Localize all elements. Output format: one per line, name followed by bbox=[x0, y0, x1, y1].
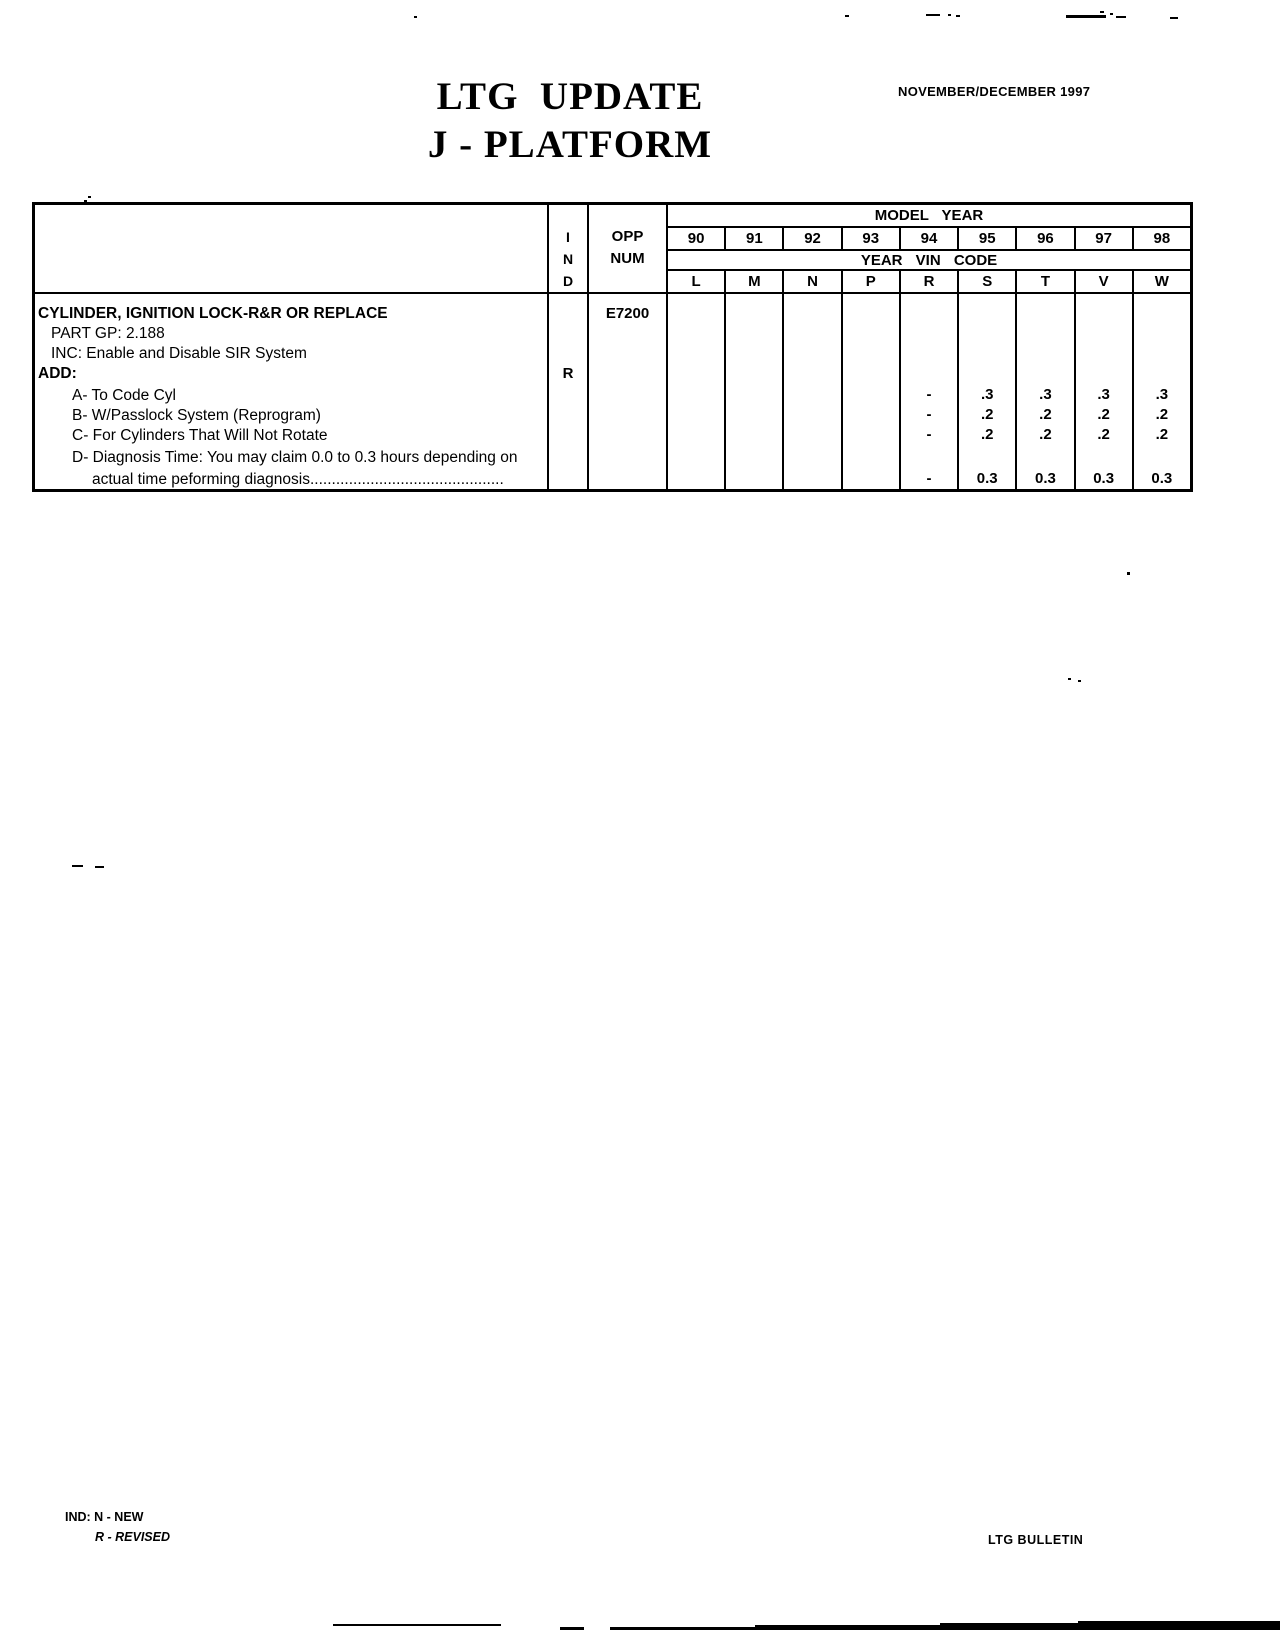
labor-rate-table bbox=[32, 202, 1193, 492]
vin-letter-P: P bbox=[841, 271, 899, 292]
add-item-c: C- For Cylinders That Will Not Rotate bbox=[72, 427, 328, 444]
scan-artifact bbox=[845, 15, 849, 17]
vin-letter-T: T bbox=[1015, 271, 1073, 292]
labor-time-cell: .2 bbox=[1039, 426, 1052, 443]
labor-time-cell: .2 bbox=[1097, 406, 1110, 423]
value-column-M bbox=[724, 294, 782, 489]
scan-artifact bbox=[926, 14, 940, 16]
year-header-97: 97 bbox=[1074, 228, 1132, 249]
value-column-R bbox=[899, 294, 957, 489]
add-item-a: A- To Code Cyl bbox=[72, 387, 176, 404]
year-header-91: 91 bbox=[724, 228, 782, 249]
scan-artifact bbox=[84, 200, 87, 202]
add-item-d: D- Diagnosis Time: You may claim 0.0 to 0.3 hours depending on bbox=[72, 449, 518, 466]
value-column-L bbox=[668, 294, 724, 489]
scan-artifact bbox=[1066, 15, 1106, 18]
value-column-W bbox=[1132, 294, 1190, 489]
scan-artifact bbox=[940, 1623, 1080, 1630]
labor-time-cell: .3 bbox=[1155, 386, 1169, 403]
labor-time-cell: .2 bbox=[1097, 426, 1110, 443]
scan-artifact bbox=[414, 16, 417, 18]
column-divider bbox=[587, 205, 589, 489]
year-header-94: 94 bbox=[899, 228, 957, 249]
ind-column-header: D bbox=[562, 273, 574, 289]
labor-time-cell: .3 bbox=[980, 386, 994, 403]
labor-time-cell: .3 bbox=[1097, 386, 1110, 403]
add-item-d-continued: actual time peforming diagnosis............................................. bbox=[92, 471, 504, 488]
vin-letter-S: S bbox=[957, 271, 1015, 292]
labor-time-cell: 0.3 bbox=[1034, 470, 1056, 487]
opp-num-value: E7200 bbox=[605, 305, 650, 322]
labor-time-cell: - bbox=[926, 470, 932, 487]
labor-time-cell: .3 bbox=[1039, 386, 1052, 403]
issue-date: NOVEMBER/DECEMBER 1997 bbox=[898, 84, 1091, 99]
vin-code-row bbox=[668, 271, 1190, 292]
model-year-label: MODEL YEAR bbox=[668, 205, 1190, 228]
ind-column-header: I bbox=[566, 229, 570, 245]
model-year-header-block bbox=[668, 205, 1190, 489]
scan-artifact bbox=[610, 1627, 760, 1630]
scan-artifact bbox=[755, 1625, 945, 1630]
vin-letter-W: W bbox=[1132, 271, 1190, 292]
scan-artifact bbox=[956, 15, 960, 17]
scan-artifact bbox=[1078, 680, 1081, 682]
scan-artifact bbox=[95, 866, 104, 868]
labor-time-cell: .2 bbox=[1155, 426, 1169, 443]
labor-time-grid bbox=[668, 294, 1190, 489]
value-column-V bbox=[1074, 294, 1132, 489]
add-label: ADD: bbox=[38, 365, 77, 382]
vin-letter-R: R bbox=[899, 271, 957, 292]
labor-time-cell: 0.3 bbox=[1151, 470, 1173, 487]
scan-artifact bbox=[948, 14, 951, 16]
scan-artifact bbox=[1078, 1621, 1280, 1630]
opp-num-column-header: NUM bbox=[610, 250, 645, 267]
value-column-S bbox=[957, 294, 1015, 489]
add-item-b: B- W/Passlock System (Reprogram) bbox=[72, 407, 321, 424]
year-header-96: 96 bbox=[1015, 228, 1073, 249]
labor-time-cell: .2 bbox=[980, 426, 994, 443]
model-year-row bbox=[668, 228, 1190, 251]
year-header-90: 90 bbox=[687, 230, 705, 247]
ind-flag: R bbox=[562, 365, 574, 382]
labor-time-cell: .2 bbox=[1039, 406, 1052, 423]
footer-ind-legend-revised: R - REVISED bbox=[95, 1530, 171, 1544]
labor-time-cell: - bbox=[926, 406, 932, 423]
labor-time-cell: .2 bbox=[1155, 406, 1169, 423]
labor-time-cell: - bbox=[926, 386, 932, 403]
vin-letter-M: M bbox=[724, 271, 782, 292]
labor-time-cell: 0.3 bbox=[1093, 470, 1115, 487]
vin-code-label: YEAR VIN CODE bbox=[668, 251, 1190, 271]
year-header-92: 92 bbox=[782, 228, 840, 249]
scan-artifact bbox=[560, 1627, 584, 1630]
labor-time-cell: 0.3 bbox=[976, 470, 998, 487]
footer-ind-legend: IND: N - NEW bbox=[65, 1510, 144, 1524]
value-column-P bbox=[841, 294, 899, 489]
year-header-95: 95 bbox=[957, 228, 1015, 249]
included-operations-line: INC: Enable and Disable SIR System bbox=[51, 345, 307, 362]
value-column-T bbox=[1015, 294, 1073, 489]
footer-bulletin-label: LTG BULLETIN bbox=[988, 1533, 1084, 1547]
scan-artifact bbox=[88, 196, 91, 198]
scan-artifact bbox=[1170, 17, 1178, 19]
vin-letter-L: L bbox=[691, 273, 701, 290]
scan-artifact bbox=[1110, 13, 1113, 15]
operation-title: CYLINDER, IGNITION LOCK-R&R OR REPLACE bbox=[38, 305, 388, 322]
labor-time-cell: .2 bbox=[980, 406, 994, 423]
column-divider bbox=[547, 205, 549, 489]
scan-artifact bbox=[1127, 572, 1130, 575]
part-group-line: PART GP: 2.188 bbox=[51, 325, 165, 342]
year-header-98: 98 bbox=[1132, 228, 1190, 249]
scan-artifact bbox=[1100, 11, 1104, 13]
value-column-N bbox=[782, 294, 840, 489]
labor-time-cell: - bbox=[926, 426, 932, 443]
scan-artifact bbox=[1068, 678, 1071, 680]
page-title: LTG UPDATE bbox=[436, 75, 704, 118]
vin-letter-V: V bbox=[1074, 271, 1132, 292]
platform-title: J - PLATFORM bbox=[427, 123, 713, 166]
ind-column-header: N bbox=[562, 251, 574, 267]
scan-artifact bbox=[72, 865, 83, 867]
scan-artifact bbox=[333, 1624, 501, 1626]
opp-num-column-header: OPP bbox=[611, 228, 644, 245]
year-header-93: 93 bbox=[841, 228, 899, 249]
vin-letter-N: N bbox=[782, 271, 840, 292]
scan-artifact bbox=[1116, 16, 1126, 18]
